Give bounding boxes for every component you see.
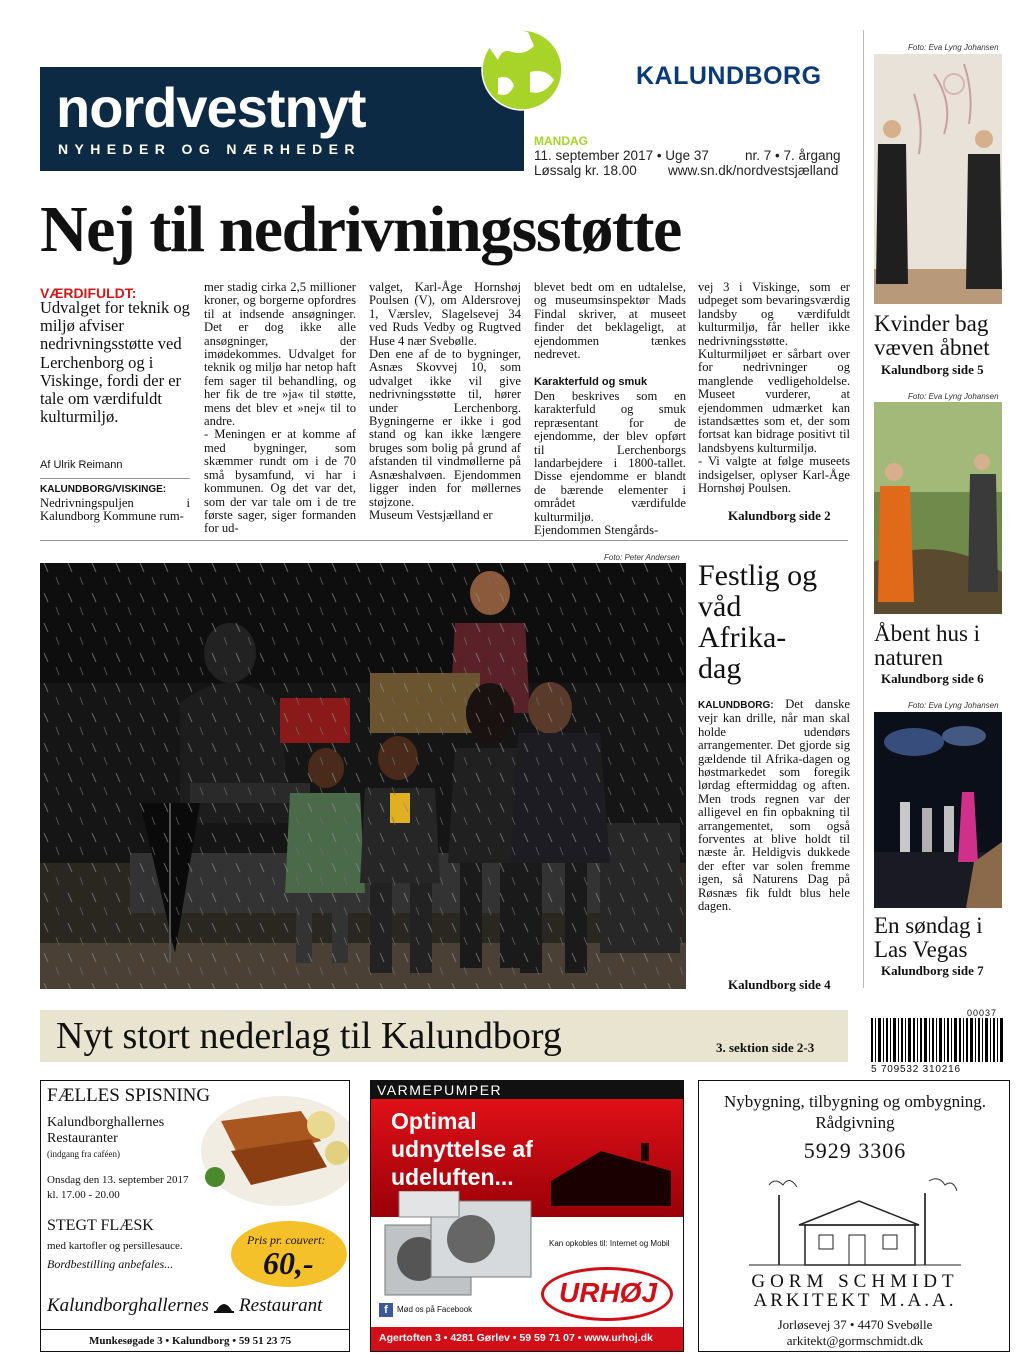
feature-ref[interactable]: Kalundborg side 4	[728, 977, 831, 992]
ad1-sides: med kartofler og persillesauce.	[47, 1240, 183, 1252]
teaser-1-ref[interactable]: Kalundborg side 5	[881, 362, 984, 377]
teaser-3-title[interactable]: En søndag i Las Vegas	[874, 913, 983, 962]
feature-photo[interactable]	[40, 563, 686, 989]
ad1-title: FÆLLES SPISNING	[47, 1085, 211, 1106]
lead-subhead: Karakterfuld og smuk	[534, 376, 648, 388]
lead-ref[interactable]: Kalundborg side 2	[728, 508, 831, 523]
teaser-2-ref[interactable]: Kalundborg side 6	[881, 671, 984, 686]
ad-gorm-schmidt[interactable]	[698, 1080, 1010, 1352]
barcode-number: 5 709532 310216	[871, 1064, 961, 1075]
teaser-3-photo[interactable]	[874, 712, 1002, 908]
food-image	[191, 1081, 350, 1209]
section-divider	[40, 540, 848, 541]
divider	[40, 478, 190, 479]
lead-byline: Af Ulrik Reimann	[40, 459, 123, 471]
ad1-address-bar	[41, 1329, 350, 1352]
ad1-logo-right: Restaurant	[239, 1295, 323, 1316]
sport-ref: 3. sektion side 2-3	[716, 1040, 815, 1055]
ad2-category: VARMEPUMPER	[377, 1082, 503, 1098]
lead-column-1: Nedrivningspuljen i Kalundborg Kommune rum-	[40, 496, 190, 524]
ad3-email[interactable]: arkitekt@gormschmidt.dk	[786, 1333, 924, 1348]
feature-photo-credit: Foto: Peter Andersen	[604, 553, 680, 562]
teaser-3-credit: Foto: Eva Lyng Johansen	[908, 701, 999, 710]
issue-number: nr. 7 • 7. årgang	[745, 148, 841, 163]
facebook-icon[interactable]: f	[379, 1303, 393, 1317]
ad1-address: Munkesøgade 3 • Kalundborg • 59 51 23 75	[89, 1335, 292, 1347]
barcode-bars	[871, 1018, 1003, 1062]
house-drawing	[749, 1175, 961, 1271]
ad1-price-label: Pris pr. couvert:	[247, 1233, 326, 1247]
lead-headline[interactable]: Nej til nedrivningsstøtte	[40, 193, 681, 266]
ad2-brand: URHØJ	[559, 1277, 658, 1308]
ad1-venue2: Restauranter	[47, 1131, 118, 1146]
barcode	[871, 1008, 1003, 1076]
sport-headline: Nyt stort nederlag til Kalundborg	[56, 1015, 562, 1057]
masthead-tagline: NYHEDER OG NÆRHEDER	[58, 141, 361, 157]
sidebar-rule	[863, 30, 864, 988]
teaser-2-photo[interactable]	[874, 402, 1002, 614]
date-line: 11. september 2017 • Uge 37	[534, 148, 709, 163]
heatpump-units	[379, 1191, 539, 1301]
lead-intro: Udvalget for teknik og miljø afviser nedrivningsstøtte ved Lerchenborg og i Viskinge, fordi der er tale om værdifuldt kulturmiljø.	[40, 298, 190, 427]
ad-faelles-spisning[interactable]	[40, 1080, 350, 1352]
globe-icon	[468, 16, 572, 116]
ad3-address: Jorløsevej 37 • 4470 Svebølle	[777, 1317, 933, 1332]
ad2-category-bar	[371, 1081, 684, 1099]
edition-name: KALUNDBORG	[636, 62, 822, 90]
ad1-logo-left: Kalundborghallernes	[47, 1295, 209, 1316]
ad2-address: Agertoften 3 • 4281 Gørlev • 59 59 71 07 • www.urhoj.dk	[379, 1332, 653, 1344]
ad2-facebook: Mød os på Facebook	[397, 1305, 473, 1314]
lead-dateline: KALUNDBORG/VISKINGE:	[40, 484, 167, 495]
lead-column-3: valget, Karl-Åge Hornshøj Poulsen (V), om Aldersrovej 1, Værslev, Slagelsevej 34 ved Ruds Vedby og Rugtved Huse 4 nær Svebølle. Den ene af de to bygninger, Asnæs Skovvej 10, som udvalget ikke vil give nedrivningsstøtte til, hører under Lerchenborg. Bygningerne er ikke i god stand og kan ikke længere bruges som bolig på grund af afstanden til vindmøllerne på Asnæshalvøen. Ejendommen ligger inden for møllernes støjzone. Museum Vestsjælland er	[369, 280, 521, 522]
ad1-venue1: Kalundborghallernes	[47, 1115, 165, 1130]
price-line: Løssalg kr. 18.00	[534, 163, 637, 178]
lead-kicker: VÆRDIFULDT:	[40, 285, 137, 301]
ad1-dish: STEGT FLÆSK	[47, 1217, 154, 1234]
feature-headline[interactable]: Festlig og våd Afrika-dag	[698, 559, 818, 685]
website-link[interactable]: www.sn.dk/nordvestsjælland	[668, 163, 839, 178]
ad3-services: Nybygning, tilbygning og ombygning. Rådgivning	[723, 1092, 987, 1132]
feature-body-text: Det danske vejr kan drille, når man skal holde udendørs arrangementer. Det gjorde sig gældende til Afrika-dagen og høstmarkedet som foregik lørdag eftermiddag og aften. Men trods regnen var der alligevel en fin opbakning til arrangementet, som også forventes at blive holdt til næste år. Heldigvis dukkede der efter var solen fremme igen, så Naturens Dag på Røsnæs fik fuldt blus hele dagen.	[698, 697, 850, 914]
masthead-logo[interactable]: nordvestnyt	[56, 76, 366, 139]
lead-column-5: vej 3 i Viskinge, som er udpeget som bevaringsværdig landsby og værdifuldt kulturmiljø, får heller ikke nedrivningsstøtte. Kulturmiljøet er sårbart over for nedrivninger og manglende vedligeholdelse. Museet vurderer, at ejendommen udmærket kan istandsættes som et, der som fortsat kan bidrage positivt til landsbyens kulturmiljø. - Vi valgte at følge museets indsigelser, oplyser Karl-Åge Hornshøj Poulsen.	[698, 280, 850, 496]
ad3-title: ARKITEKT M.A.A.	[753, 1290, 957, 1311]
ad1-date: Onsdag den 13. september 2017	[47, 1174, 189, 1186]
lead-column-2: mer stadig cirka 2,5 millioner kroner, og borgerne opfordres til at indsende ansøgninger. Det er dog ikke alle ansøgninger, der imødekommes. Udvalget for teknik og miljø har netop haft fem sager til behandling, og her fik de tre »ja« til støtte, mens det blev et »nej« til to andre. - Meningen er at komme af med bygninger, som skæmmer rundt om i de 70 små bysamfund, vi har i kommunen. Og det var det, som der var tale om i de tre første sager, siger formanden for ud-	[204, 280, 356, 536]
teaser-1-photo[interactable]	[874, 54, 1002, 304]
lead-column-4b: Den beskrives som en karakterfuld og smuk repræsentant for de ejendomme, der blev opført til Lerchenborgs landarbejdere i 1800-tallet. Disse ejendomme er blandt de bærende elementer i området værdifulde kulturmiljø. Ejendommen Stengårds-	[534, 389, 686, 538]
ad1-note: (indgang fra caféen)	[47, 1149, 120, 1159]
ad2-note: Kan opkobles til: Internet og Mobil	[549, 1239, 670, 1248]
barcode-issue: 00037	[967, 1008, 998, 1018]
ad1-logo	[47, 1295, 347, 1325]
house-silhouette	[541, 1141, 681, 1211]
ad3-name: GORM SCHMIDT	[751, 1271, 959, 1292]
feature-body	[698, 698, 850, 914]
weekday: MANDAG	[534, 134, 588, 148]
ad3-phone: 5929 3306	[803, 1138, 907, 1163]
ad2-headline: Optimal udnyttelse af udeluften...	[391, 1108, 533, 1190]
sport-strip[interactable]	[40, 1010, 848, 1062]
ad1-time: kl. 17.00 - 20.00	[47, 1189, 120, 1201]
teaser-3-ref[interactable]: Kalundborg side 7	[881, 963, 984, 978]
cloche-icon	[214, 1297, 234, 1313]
ad1-price: 60,-	[263, 1245, 314, 1281]
teaser-2-credit: Foto: Eva Lyng Johansen	[908, 392, 999, 401]
lead-column-4a: blevet bedt om en udtalelse, og museumsinspektør Mads Findal skriver, at museet finder det beklageligt, at ejendommen tænkes nedrevet.	[534, 280, 686, 362]
ad1-booking: Bordbestilling anbefales...	[47, 1257, 174, 1271]
ad-urhoj[interactable]	[370, 1080, 684, 1352]
teaser-1-credit: Foto: Eva Lyng Johansen	[908, 43, 999, 52]
ad2-address-bar	[371, 1327, 684, 1352]
feature-dateline: KALUNDBORG:	[698, 700, 774, 711]
teaser-1-title[interactable]: Kvinder bag væven åbnet	[874, 311, 990, 360]
teaser-2-title[interactable]: Åbent hus i naturen	[874, 621, 981, 670]
